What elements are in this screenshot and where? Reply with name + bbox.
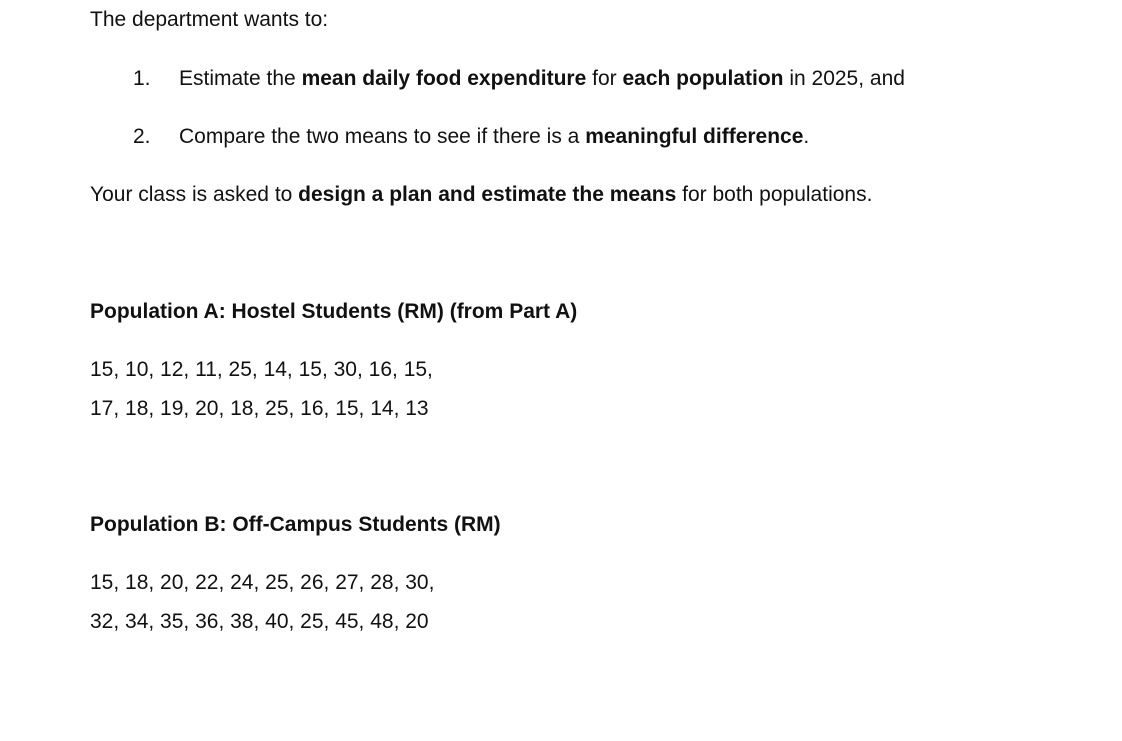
task-text-part: Your class is asked to <box>90 183 299 206</box>
population-b-heading: Population B: Off-Campus Students (RM) <box>90 513 501 536</box>
list-text-part-bold: each population <box>622 67 784 90</box>
list-text-part: . <box>803 125 810 148</box>
list-number: 2. <box>133 125 151 148</box>
task-text-part: for both populations. <box>676 183 873 206</box>
list-text-part-bold: mean daily food expenditure <box>301 67 587 90</box>
list-text-part: Compare the two means to see if there is a <box>179 125 586 148</box>
list-item-2 <box>133 124 809 149</box>
population-a-data-line-2: 17, 18, 19, 20, 18, 25, 16, 15, 14, 13 <box>90 397 429 420</box>
population-b-data-line-1: 15, 18, 20, 22, 24, 25, 26, 27, 28, 30, <box>90 571 435 594</box>
task-text-part-bold: design a plan and estimate the means <box>298 183 677 206</box>
list-text-part: in 2025, and <box>783 67 905 90</box>
intro-text: The department wants to: <box>90 8 329 31</box>
list-number: 1. <box>133 67 151 90</box>
task-text <box>90 182 872 207</box>
list-text-part-bold: meaningful difference <box>585 125 804 148</box>
population-b-data-line-2: 32, 34, 35, 36, 38, 40, 25, 45, 48, 20 <box>90 610 429 633</box>
list-item-1 <box>133 66 905 91</box>
population-a-data-line-1: 15, 10, 12, 11, 25, 14, 15, 30, 16, 15, <box>90 358 433 381</box>
list-text-part: for <box>586 67 623 90</box>
population-a-heading: Population A: Hostel Students (RM) (from Part A) <box>90 300 578 323</box>
list-text-part: Estimate the <box>179 67 302 90</box>
